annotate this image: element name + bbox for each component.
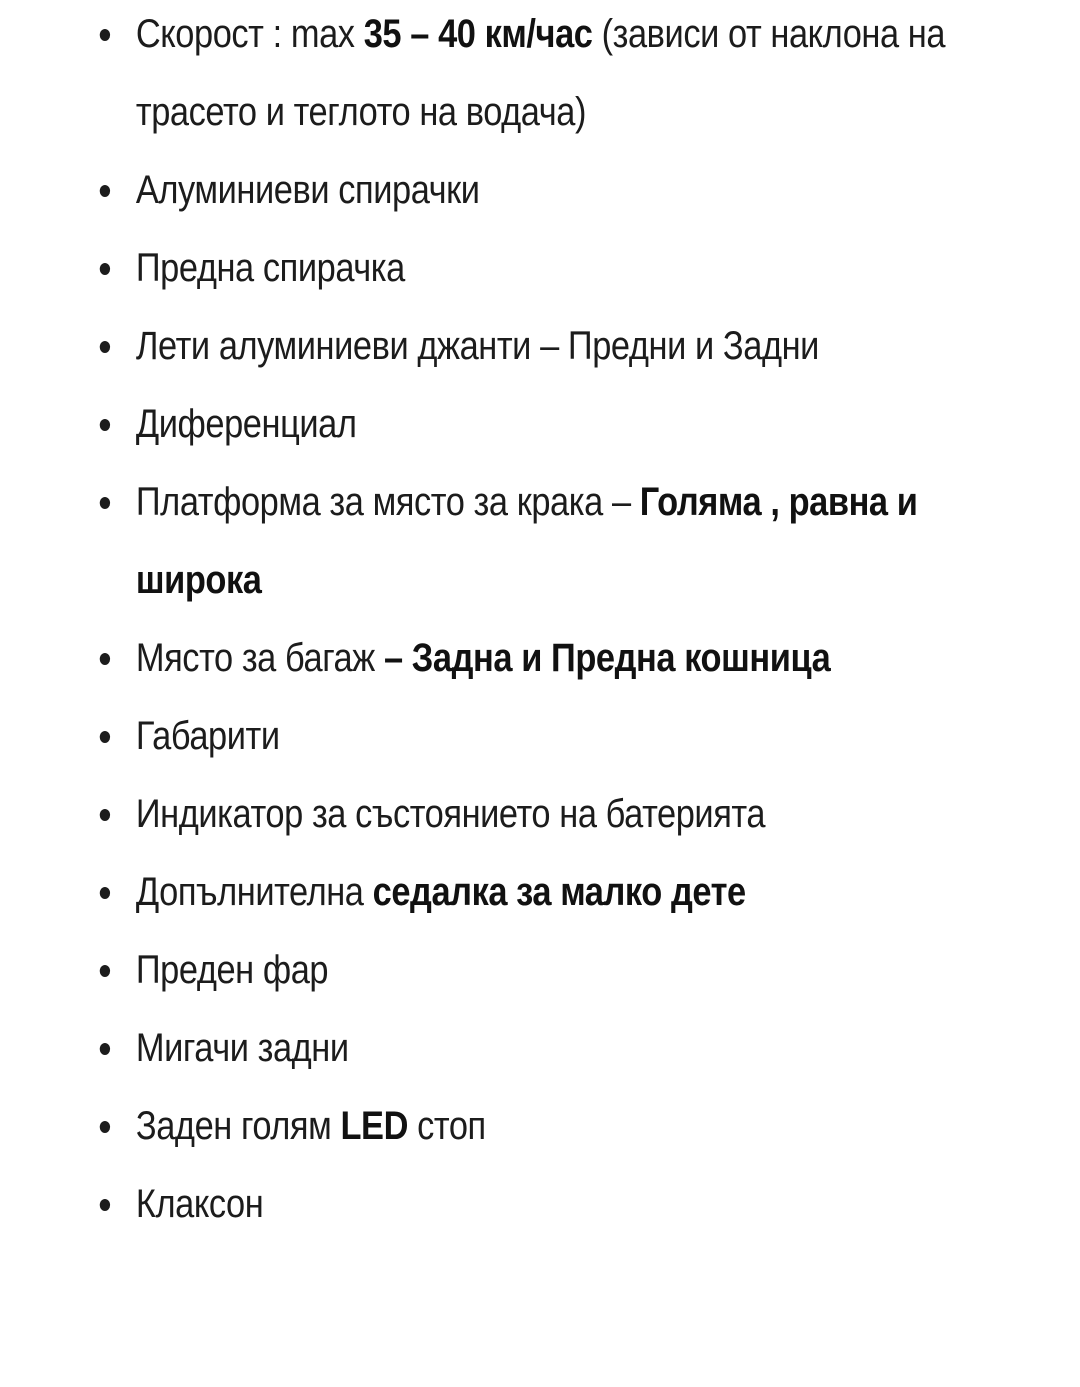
feature-text: Лети алуминиеви джанти – Предни и Задни (135, 324, 819, 368)
bullet-icon (100, 1199, 110, 1211)
feature-text: Заден голям (135, 1104, 341, 1148)
feature-list-item (0, 151, 1080, 229)
bullet-icon (100, 653, 110, 665)
feature-list-item (0, 775, 1080, 853)
feature-text: Преден фар (135, 948, 329, 992)
feature-text: Индикатор за състоянието на батерията (135, 792, 766, 836)
feature-list-item (0, 697, 1080, 775)
feature-list-item (0, 1087, 1080, 1165)
feature-text: Място за багаж (135, 636, 384, 680)
feature-list-item (0, 619, 1080, 697)
feature-highlight-text: LED (340, 1104, 408, 1148)
feature-text: Платформа за място за крака – (135, 480, 640, 524)
feature-list-item (0, 853, 1080, 931)
feature-list-item (0, 463, 1080, 619)
feature-highlight-text: Голяма , равна и широка (135, 480, 918, 602)
feature-list-item (0, 229, 1080, 307)
bullet-icon (100, 887, 110, 899)
bullet-icon (100, 731, 110, 743)
feature-list-item (0, 1009, 1080, 1087)
feature-text: Диференциал (135, 402, 357, 446)
feature-highlight-text: 35 – 40 км/час (363, 12, 593, 56)
bullet-icon (100, 497, 110, 509)
feature-highlight-text: седалка за малко дете (372, 870, 746, 914)
feature-highlight-text: – Задна и Предна кошница (383, 636, 831, 680)
bullet-icon (100, 29, 110, 41)
feature-text: (зависи от наклона на трасето и теглото на водача) (135, 12, 946, 134)
feature-text: стоп (407, 1104, 486, 1148)
bullet-icon (100, 1121, 110, 1133)
feature-list-item (0, 1165, 1080, 1243)
feature-text: Предна спирачка (135, 246, 405, 290)
feature-list-item (0, 307, 1080, 385)
bullet-icon (100, 263, 110, 275)
feature-list-item (0, 0, 1080, 151)
bullet-icon (100, 965, 110, 977)
feature-text: Клаксон (135, 1182, 264, 1226)
bullet-icon (100, 185, 110, 197)
feature-text: Допълнителна (135, 870, 373, 914)
feature-text: Мигачи задни (135, 1026, 349, 1070)
feature-list-item (0, 931, 1080, 1009)
bullet-icon (100, 419, 110, 431)
feature-text: Алуминиеви спирачки (135, 168, 480, 212)
feature-text: Скорост : max (135, 12, 364, 56)
feature-list-item (0, 385, 1080, 463)
bullet-icon (100, 1043, 110, 1055)
feature-text: Габарити (135, 714, 280, 758)
bullet-icon (100, 341, 110, 353)
bullet-icon (100, 809, 110, 821)
